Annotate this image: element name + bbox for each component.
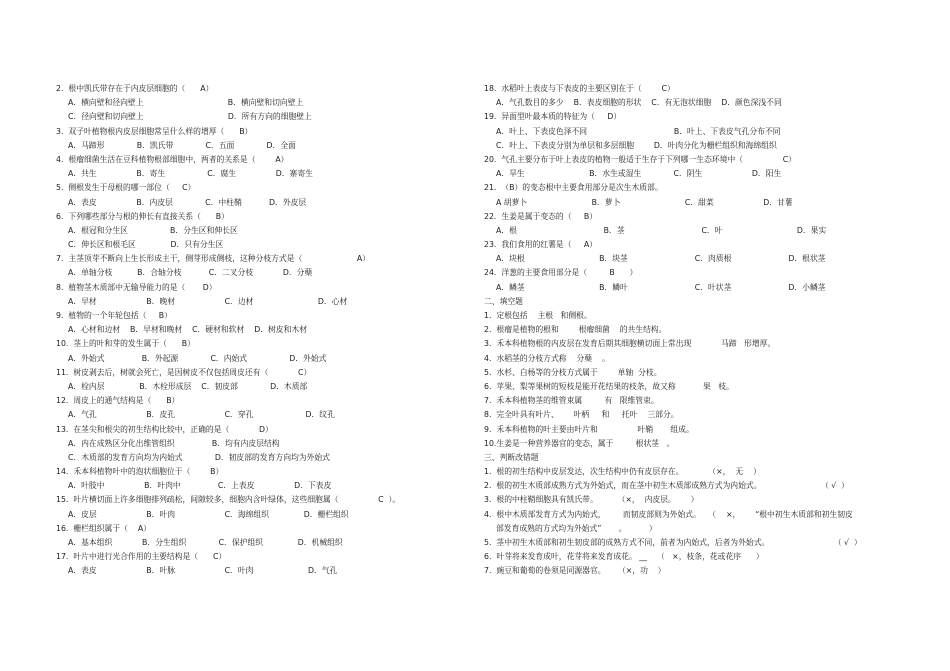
answer-options-line: A．马蹄形 B．凯氏带 C．五面 D．全面 — [68, 140, 296, 150]
answer-options-line: A．心材和边材 B．早材和晚材 C．硬材和软材 D．树皮和木材 — [68, 325, 307, 335]
question-line: 3. 根的中柱鞘细胞具有凯氏带。 （×， 内皮层。 ） — [484, 495, 699, 505]
question-line: 2. 根瘤是植物的根和 根瘤细菌 的共生结构。 — [484, 325, 667, 335]
question-line: 5. 水杉、白杨等的分枝方式属于 单轴 分枝。 — [484, 367, 662, 377]
question-line: 6. 苹果、梨等果树的短枝是能开花结果的枝条，故又称 果 枝。 — [484, 381, 734, 391]
question-line: 4. 水稻茎的分枝方式称 分蘖 。 — [484, 353, 610, 363]
answer-options-line: A．皮层 B．叶肉 C．海绵组织 D．栅栏组织 — [68, 509, 349, 519]
answer-options-line: A．基本组织 B．分生组织 C．保护组织 D．机械组织 — [68, 538, 343, 547]
question-line: 7. 主茎顶芽不断向上生长形成主干，侧芽形成侧枝，这种分枝方式是（ A） — [56, 254, 370, 264]
answer-options-line: C．木质部的发育方向均为内始式 D．韧皮部的发育方向均为外始式 — [68, 452, 330, 462]
question-line: 1. 根的初生结构中皮层发达，次生结构中仍有皮层存在。 （×， 无 ） — [484, 467, 761, 477]
question-line: 12. 周皮上的通气结构是（ B） — [56, 396, 180, 406]
question-line: 9. 植物的一个年轮包括（ B） — [56, 311, 172, 320]
question-line: 13. 在茎尖和根尖的初生结构比较中，正确的是（ D） — [56, 424, 273, 434]
question-line: 16. 栅栏组织属于（ A） — [56, 523, 151, 533]
answer-options-line: C．叶上、下表皮分别为单层和多层细胞 D．叶肉分化为栅栏组织和海绵组织 — [496, 140, 777, 150]
answer-options-line: A．表皮 B．叶脉 C．叶肉 D．气孔 — [68, 566, 338, 576]
question-line: 23. 我们食用的红薯是（ A） — [484, 240, 598, 250]
answer-options-line: A．外始式 B．外起源 C．内始式 D．外始式 — [68, 353, 327, 363]
answer-options-line: A．表皮 B．内皮层 C．中柱鞘 D．外皮层 — [68, 197, 307, 207]
question-line: 7. 禾本科植物茎的维管束属 有 限维管束。 — [484, 396, 659, 406]
answer-options-line: A．共生 B．寄生 C．腐生 D．寨寄生 — [68, 169, 313, 179]
answer-options-line: A．横向壁和径向壁上 B．横向壁和切向壁上 — [68, 98, 304, 108]
answer-options-line: 部发育成熟的方式均为外始式” 。 ） — [496, 523, 657, 533]
question-line: 15. 叶片横切面上许多细胞排列疏松，间隙较多，细胞内含叶绿体，这些细胞属（ C ）。 — [56, 495, 401, 505]
question-line: 2. 根的初生木质部成熟方式为外始式，而在茎中初生木质部成熟方式为内始式。 （ √ ） — [484, 481, 849, 491]
question-line: 5. 侧根发生于母根的哪一部位（ C） — [56, 183, 196, 193]
answer-options-line: A．根 B．茎 C．叶 D．果实 — [496, 225, 827, 235]
question-line: 22. 生姜是属于变态的（ B） — [484, 211, 598, 221]
question-line: 14. 禾本科植物叶中的泡状细胞位于（ B） — [56, 467, 224, 477]
answer-options-line: A．叶肢中 B．叶肉中 C．上表皮 D．下表皮 — [68, 481, 332, 491]
question-line: 9. 禾本科植物的叶主要由叶片和 叶鞘 组成。 — [484, 424, 694, 434]
question-line: 17. 叶片中进行光合作用的主要结构是（ C） — [56, 552, 227, 562]
question-line: 5. 茎中初生木质部和初生韧皮部的成熟方式不同，前者为内始式，后者为外始式。 （ √ ） — [484, 538, 862, 547]
right-column — [484, 82, 904, 579]
answer-options-line: A．早材 B．晚材 C．边材 D．心材 — [68, 296, 348, 306]
answer-options-line: A．栓内层 B．木栓形成层 C．韧皮部 D．木质部 — [68, 381, 308, 391]
answer-options-line: A．旱生 B．水生或湿生 C．阴生 D．阳生 — [496, 169, 782, 179]
answer-options-line: A．气孔数目的多少 B．表皮细胞的形状 C．有无泡状细胞 D．颜色深浅不同 — [496, 98, 782, 108]
question-line: 7. 豌豆和葡萄的卷须是同源器官。 （×，功 ） — [484, 566, 666, 576]
question-line: 3. 禾本科植物根的内皮层在发育后期其细胞横切面上常出现 马蹄 形增厚。 — [484, 339, 776, 349]
question-line: 1. 定根包括 主根 和侧根。 — [484, 311, 592, 320]
question-line: 6. 下列哪些部分与根的伸长有直接关系（ B） — [56, 211, 229, 221]
question-line: 24. 洋葱的主要食用部分是（ B ） — [484, 268, 638, 278]
answer-options-line: A．鳞茎 B．鳞叶 C．叶状茎 D．小鳞茎 — [496, 282, 826, 292]
question-line: 10.生姜是一种营养器官的变态，属于 根状茎 。 — [484, 438, 675, 448]
question-line: 4. 根中木质部发育方式为内始式， 而韧皮部则为外始式。 （ ×， “根中初生木质部和初生韧皮 — [484, 509, 853, 519]
question-line: 11. 树皮剥去后，树就会死亡，是因树皮不仅包括周皮还有（ C） — [56, 367, 312, 377]
question-line: 20. 气孔主要分布于叶上表皮的植物一般适于生存于下列哪一生态环境中（ C） — [484, 154, 796, 164]
answer-options-line: A 胡萝卜 B．萝卜 C．甜菜 D．甘薯 — [496, 197, 793, 207]
answer-options-line: A．块根 B．块茎 C．肉质根 D．根状茎 — [496, 254, 826, 264]
left-column — [56, 82, 466, 579]
question-line: 8. 完全叶具有叶片、 叶柄 和 托叶 三部分。 — [484, 410, 679, 420]
answer-options-line: C．伸长区和根毛区 D．只有分生区 — [68, 240, 224, 250]
answer-options-line: C．径向壁和切向壁上 D．所有方向的细胞壁上 — [68, 112, 312, 122]
question-line: 18. 水稻叶上表皮与下表皮的主要区别在于（ C） — [484, 84, 675, 93]
question-line: 19. 异面型叶最本质的特征为（ D） — [484, 112, 622, 122]
question-line: 8. 植物茎木质部中无输导能力的是（ D） — [56, 282, 217, 292]
question-line: 21. （B）的变态根中主要食用部分是次生木质部。 — [484, 183, 663, 193]
answer-options-line: A．叶上、下表皮色泽不同 B．叶上、下表皮气孔分布不同 — [496, 126, 781, 136]
question-line: 6. 叶芽将来发育成叶，花芽将来发育成花。 __ （ ×，枝条，花或花序 ） — [484, 552, 764, 562]
question-line: 三、判断改错题 — [484, 452, 539, 462]
answer-options-line: A．气孔 B．皮孔 C．穿孔 D．纹孔 — [68, 410, 335, 420]
answer-options-line: A．单轴分枝 B．合轴分枝 C．二叉分枝 D．分蘖 — [68, 268, 313, 278]
question-line: 二、填空题 — [484, 296, 523, 306]
question-line: 4. 根瘤细菌生活在豆科植物根部细胞中，两者的关系是（ A） — [56, 154, 289, 164]
answer-options-line: A．内在成熟区分化出维管组织 B．均有内皮层结构 — [68, 438, 280, 448]
question-line: 2. 根中凯氏带存在于内皮层细胞的（ A） — [56, 84, 214, 93]
question-line: 3. 双子叶植物根内皮层细胞常呈什么样的增厚（ B） — [56, 126, 253, 136]
answer-options-line: A．根冠和分生区 B．分生区和伸长区 — [68, 225, 238, 235]
question-line: 10. 茎上的叶和芽的发生属于（ B） — [56, 339, 195, 349]
